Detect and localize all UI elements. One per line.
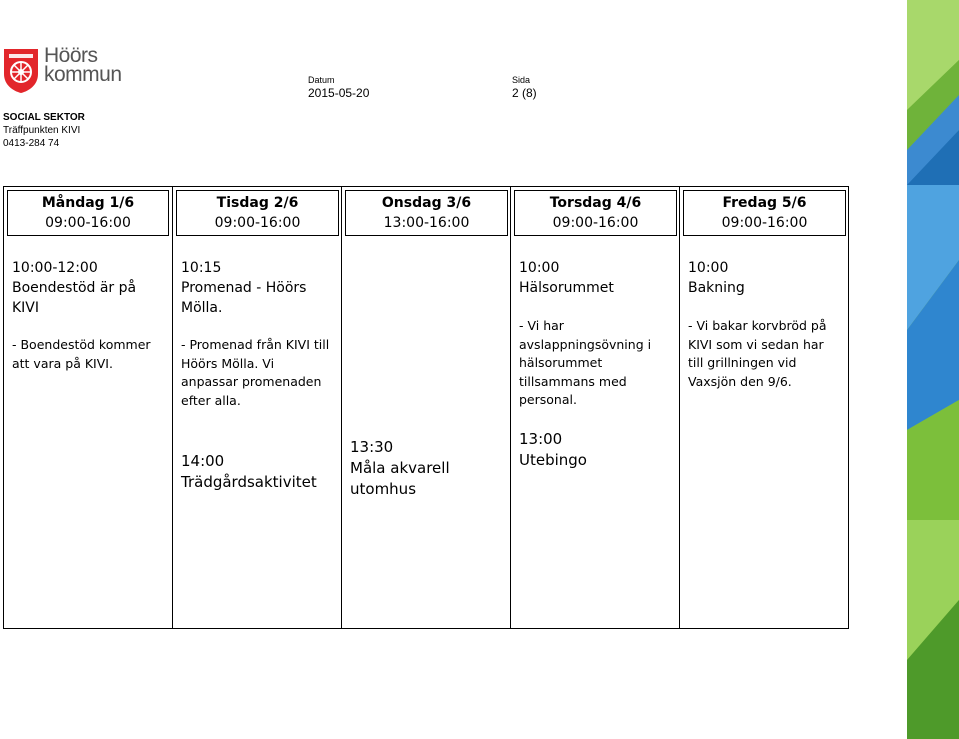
day-header <box>345 190 508 236</box>
day-column-wednesday <box>341 187 511 628</box>
morning-activity: 10:00 Bakning <box>688 260 745 296</box>
phone-number: 0413-284 74 <box>3 138 60 149</box>
unit-name: Träffpunkten KIVI <box>3 125 81 136</box>
day-header <box>7 190 169 236</box>
morning-description: - Vi bakar korvbröd på KIVI som vi sedan har till grillningen vid Vaxsjön den 9/6. <box>688 318 827 389</box>
day-column-thursday <box>510 187 680 628</box>
day-name: Onsdag 3/6 <box>381 195 472 211</box>
day-column-tuesday <box>172 187 342 628</box>
morning-activity: 10:00-12:00 Boendestöd är på KIVI <box>12 260 137 316</box>
coat-of-arms-icon <box>3 48 39 94</box>
day-hours: 13:00-16:00 <box>383 215 470 231</box>
page-label: Sida <box>512 75 531 85</box>
logo-wordmark: Höörs kommun <box>44 44 122 86</box>
day-header <box>176 190 339 236</box>
day-name: Fredag 5/6 <box>722 195 807 211</box>
weekly-schedule <box>3 186 849 629</box>
day-name: Måndag 1/6 <box>41 195 135 211</box>
day-name: Torsdag 4/6 <box>549 195 642 211</box>
afternoon-activity: 13:30 Måla akvarell utomhus <box>350 438 450 498</box>
date-label: Datum <box>308 75 335 85</box>
day-column-friday <box>679 187 849 628</box>
day-hours: 09:00-16:00 <box>214 215 301 231</box>
page-number: 2 (8) <box>512 86 537 100</box>
morning-activity: 10:00 Hälsorummet <box>519 260 614 296</box>
day-hours: 09:00-16:00 <box>552 215 639 231</box>
afternoon-activity: 13:00 Utebingo <box>519 430 587 469</box>
day-name: Tisdag 2/6 <box>216 195 299 211</box>
morning-description: - Boendestöd kommer att vara på KIVI. <box>12 337 151 371</box>
day-hours: 09:00-16:00 <box>45 215 131 231</box>
day-header <box>514 190 677 236</box>
municipality-logo <box>3 44 127 100</box>
department-name: SOCIAL SEKTOR <box>3 112 85 123</box>
decorative-stripe <box>907 0 959 739</box>
afternoon-activity: 14:00 Trädgårdsaktivitet <box>181 452 317 491</box>
morning-description: - Vi har avslappningsövning i hälsorummet tillsammans med personal. <box>519 318 652 407</box>
date-value: 2015-05-20 <box>308 86 370 100</box>
day-column-monday <box>4 187 172 628</box>
morning-activity: 10:15 Promenad - Höörs Mölla. <box>181 260 307 316</box>
day-header <box>683 190 846 236</box>
day-hours: 09:00-16:00 <box>721 215 808 231</box>
morning-description: - Promenad från KIVI till Höörs Mölla. Vi anpassar promenaden efter alla. <box>181 337 330 408</box>
